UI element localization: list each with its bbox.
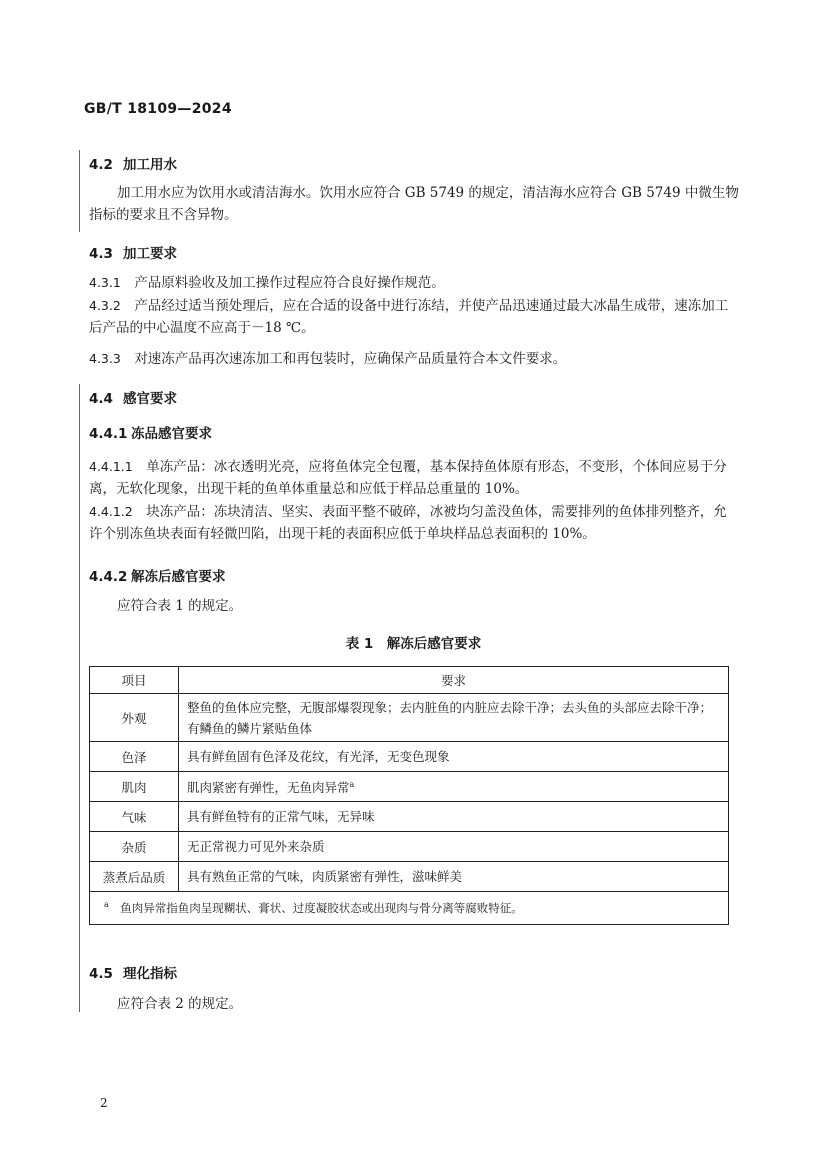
sensory-requirements-table xyxy=(89,666,729,925)
table-cell-item: 外观 xyxy=(90,694,179,742)
table-footnote-row xyxy=(90,892,729,925)
clause-4-4-1-2: 4.4.1.2 块冻产品：冻块清洁、坚实、表面平整不破碎，冰被均匀盖没鱼体，需要排列的鱼体排列整齐，允许个别冻鱼块表面有轻微凹陷，出现干耗的表面积应低于单块样品总表面积的 10%。 xyxy=(89,504,727,542)
table-header-requirement: 要求 xyxy=(179,667,729,694)
section-4-5-heading: 4.5 理化指标 xyxy=(89,966,177,982)
clause-4-3-2: 4.3.2 产品经过适当预处理后，应在合适的设备中进行冻结，并使产品迅速通过最大冰晶生成带，速冻加工后产品的中心温度不应高于－18 ℃。 xyxy=(89,298,729,336)
section-4-5-text: 应符合表 2 的规定。 xyxy=(117,996,243,1012)
table-caption: 表 1 解冻后感官要求 xyxy=(345,636,482,652)
section-4-3-heading: 4.3 加工要求 xyxy=(89,246,177,262)
section-4-4-1-heading: 4.4.1 冻品感官要求 xyxy=(89,426,212,442)
page-number: 2 xyxy=(100,1096,108,1110)
section-4-4-2-text: 应符合表 1 的规定。 xyxy=(117,598,243,614)
clause-4-4-1-1: 4.4.1.1 单冻产品：冰衣透明光亮，应将鱼体完全包覆，基本保持鱼体原有形态，不变形，个体间应易于分离，无软化现象，出现干耗的鱼单体重量总和应低于样品总重量的 10%。 xyxy=(89,459,727,497)
table-cell-item: 蒸煮后品质 xyxy=(90,862,179,892)
table-row xyxy=(90,862,729,892)
table-header-item: 项目 xyxy=(90,667,179,694)
footnote-mark: a xyxy=(104,900,109,910)
table-cell-item: 色泽 xyxy=(90,742,179,772)
table-cell-requirement: 具有鲜鱼固有色泽及花纹，有光泽，无变色现象 xyxy=(179,742,729,772)
table-cell-item: 肌肉 xyxy=(90,772,179,802)
section-4-4-2-heading: 4.4.2 解冻后感官要求 xyxy=(89,569,226,585)
document-header: GB/T 18109—2024 xyxy=(84,101,232,117)
change-bar xyxy=(79,150,80,232)
table-row xyxy=(90,694,729,742)
table-cell-requirement: 肌肉紧密有弹性，无鱼肉异常$^a$ xyxy=(179,772,729,802)
table-row xyxy=(90,802,729,832)
table-cell-requirement: 具有熟鱼正常的气味，肉质紧密有弹性，滋味鲜美 xyxy=(179,862,729,892)
table-cell-item: 气味 xyxy=(90,802,179,832)
table-row xyxy=(90,832,729,862)
footnote-reference: a xyxy=(349,780,355,790)
section-4-2-heading: 4.2 加工用水 xyxy=(89,157,177,173)
table-cell-requirement: 整鱼的鱼体应完整，无腹部爆裂现象；去内脏鱼的内脏应去除干净；去头鱼的头部应去除干净；有鳞鱼的鳞片紧贴鱼体 xyxy=(179,694,729,742)
change-bar xyxy=(79,384,80,1012)
table-row xyxy=(90,772,729,802)
table-header-row xyxy=(90,667,729,694)
table-cell-requirement: 无正常视力可见外来杂质 xyxy=(179,832,729,862)
table-cell-item: 杂质 xyxy=(90,832,179,862)
table-cell-requirement: 具有鲜鱼特有的正常气味，无异味 xyxy=(179,802,729,832)
table-row xyxy=(90,742,729,772)
clause-4-3-3: 4.3.3 对速冻产品再次速冻加工和再包装时，应确保产品质量符合本文件要求。 xyxy=(89,351,567,367)
section-4-4-heading: 4.4 感官要求 xyxy=(89,391,177,407)
table-footnote: $^a$ 鱼肉异常指鱼肉呈现糊状、膏状、过度凝胶状态或出现肉与骨分离等腐败特征。 xyxy=(90,892,729,925)
clause-4-3-1: 4.3.1 产品原料验收及加工操作过程应符合良好操作规范。 xyxy=(89,275,445,291)
section-4-2-text: 加工用水应为饮用水或清洁海水。饮用水应符合 GB 5749 的规定，清洁海水应符合 GB 5749 中微生物指标的要求且不含异物。 xyxy=(89,185,739,223)
